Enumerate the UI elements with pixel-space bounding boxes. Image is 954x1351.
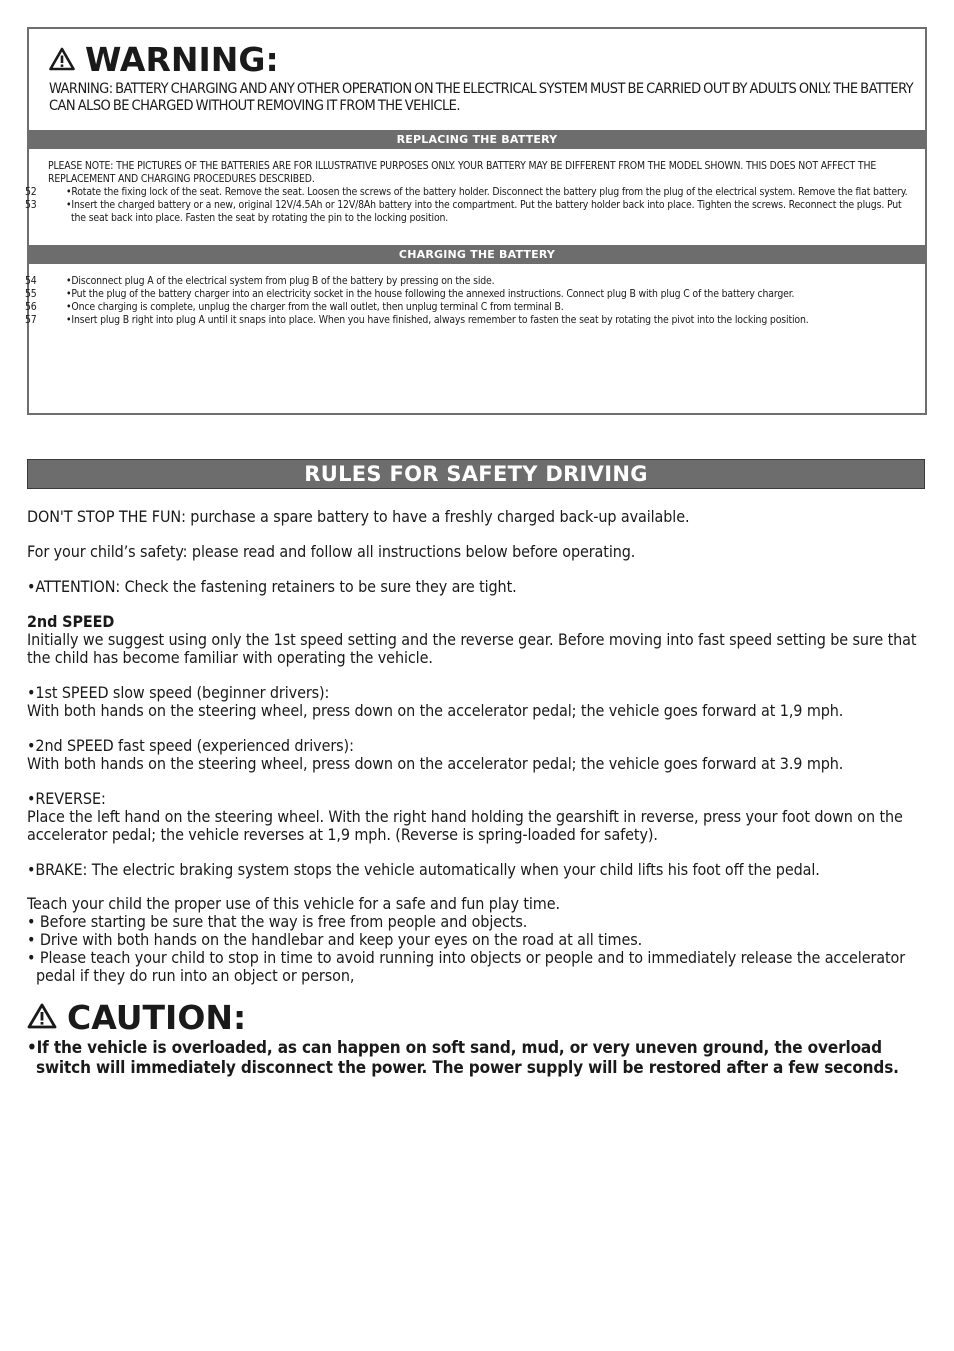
caution-title: CAUTION: [67,998,247,1037]
replacing-section [25,160,908,225]
reverse-text: Place the left hand on the steering wheel. With the right hand holding the gearshift in reverse, press your foot down on the accelerator pedal; the vehicle reverses at 1,9 mph. (Reverse is spring-loaded for safety). [27,807,903,844]
rules-header: RULES FOR SAFETY DRIVING [27,459,925,489]
caution-text: •If the vehicle is overloaded, as can happen on soft sand, mud, or very uneven ground, the overload switch will immediately disconnect the power. The power supply will be restored after a few seconds. [27,1038,899,1078]
list-item: • Drive with both hands on the handlebar and keep your eyes on the road at all times. [27,930,643,949]
list-item: 56 •Once charging is complete, unplug the charger from the wall outlet, then unplug terminal C from terminal B. [25,301,564,313]
warning-text: WARNING: BATTERY CHARGING AND ANY OTHER OPERATION ON THE ELECTRICAL SYSTEM MUST BE CARRIED OUT BY ADULTS ONLY. THE BATTERY CAN ALSO BE CHARGED WITHOUT REMOVING IT FROM THE VEHICLE. [49,81,914,114]
warning-heading [49,42,279,78]
rules-section [27,508,927,985]
list-item: 54 •Disconnect plug A of the electrical system from plug B of the battery by pressing on the side. [25,275,495,287]
speed-paragraph: Initially we suggest using only the 1st speed setting and the reverse gear. Before moving into fast speed setting be sure that the child has become familiar with operating the vehicle. [27,630,917,667]
second-speed-label: •2nd SPEED fast speed (experienced drivers): [27,736,354,755]
warning-triangle-icon [27,998,57,1038]
brake-paragraph: •BRAKE: The electric braking system stops the vehicle automatically when your child lifts his foot off the pedal. [27,860,820,879]
reverse-label: •REVERSE: [27,789,106,808]
first-speed-text: With both hands on the steering wheel, press down on the accelerator pedal; the vehicle goes forward at 1,9 mph. [27,701,844,720]
list-item: 57 •Insert plug B right into plug A until it snaps into place. When you have finished, always remember to fasten the seat by rotating the pivot into the locking position. [25,314,809,326]
warning-box [27,27,927,415]
attention-paragraph: •ATTENTION: Check the fastening retainers to be sure they are tight. [27,577,517,596]
first-speed-label: •1st SPEED slow speed (beginner drivers): [27,683,330,702]
charging-section [25,275,908,327]
warning-title: WARNING: [85,40,279,79]
caution-heading [27,998,246,1038]
list-item: 53 •Insert the charged battery or a new, original 12V/4.5Ah or 12V/8Ah battery into the compartment. Put the battery holder back into place. Tighten the screws. Reconnect the plugs. Put the seat back into place. Fasten the seat by rotating the pin to the locking position. [25,199,902,224]
replacing-header: REPLACING THE BATTERY [29,130,925,149]
teach-paragraph: Teach your child the proper use of this vehicle for a safe and fun play time. [27,894,560,913]
speed-heading: 2nd SPEED [27,612,115,631]
list-item: 55 •Put the plug of the battery charger into an electricity socket in the house following the annexed instructions. Connect plug B with plug C of the battery charger. [25,288,795,300]
warning-triangle-icon [49,42,75,78]
second-speed-text: With both hands on the steering wheel, press down on the accelerator pedal; the vehicle goes forward at 3.9 mph. [27,754,844,773]
list-item: • Before starting be sure that the way is free from people and objects. [27,912,528,931]
safety-paragraph: For your child’s safety: please read and follow all instructions below before operating. [27,542,636,561]
charging-header: CHARGING THE BATTERY [29,245,925,264]
fun-paragraph: DON'T STOP THE FUN: purchase a spare battery to have a freshly charged back-up available. [27,507,690,526]
list-item: • Please teach your child to stop in time to avoid running into objects or people and to immediately release the accelerator pedal if they do run into an object or person, [27,948,906,985]
list-item: 52 •Rotate the fixing lock of the seat. Remove the seat. Loosen the screws of the battery holder. Disconnect the battery plug from the plug of the electrical system. Remove the flat battery. [25,186,908,198]
replacing-note: PLEASE NOTE: THE PICTURES OF THE BATTERIES ARE FOR ILLUSTRATIVE PURPOSES ONLY. YOUR BATTERY MAY BE DIFFERENT FROM THE MODEL SHOWN. THIS DOES NOT AFFECT THE REPLACEMENT AND CHARGING PROCEDURES DESCRIBED. [48,160,877,185]
